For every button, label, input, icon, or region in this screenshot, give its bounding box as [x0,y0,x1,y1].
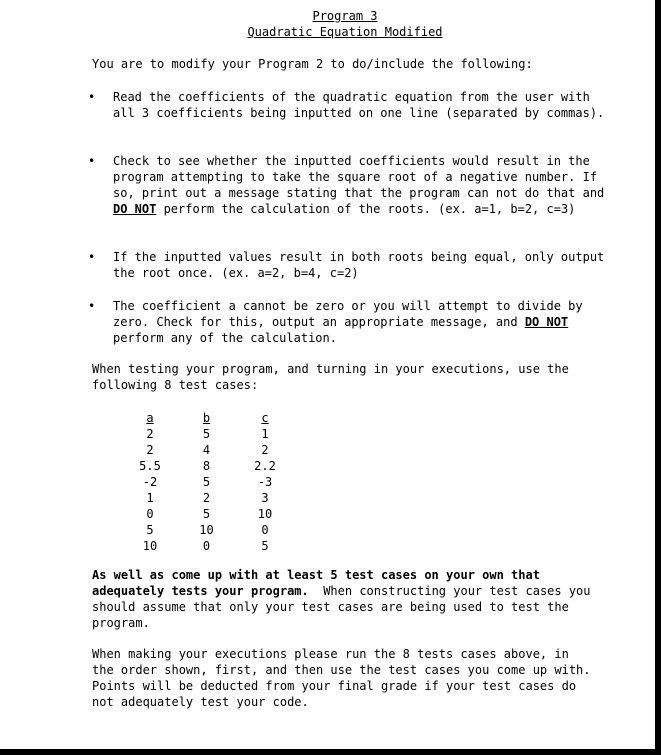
table-row [135,426,282,442]
do-not-emphasis: DO NOT [524,315,569,329]
table-row [135,474,282,490]
bullet-3-text: If the inputted values result in both roots being equal, only output the root once. (ex. a=2, b=4, c=2) [113,250,605,280]
final-paragraph: When making your executions please run the 8 tests cases above, in the order shown, first, and then use the test cases you come up with. Points will be deducted from your final grade if your test cases do not adequately test your code. [92,647,605,709]
table-row [135,490,282,506]
cell-b: 5 [202,427,211,441]
cell-b: 2 [202,491,211,505]
cell-b: 10 [199,523,214,537]
testing-intro: When testing your program, and turning in your executions, use the following 8 test cases: [92,362,577,392]
cell-c: 1 [261,427,269,441]
cell-a: -2 [142,475,158,489]
bullet-1-text: Read the coefficients of the quadratic equation from the user with all 3 coefficients being inputted on one line (separated by commas). [113,90,605,120]
cell-c: -3 [257,475,273,489]
cell-c: 5 [261,539,269,553]
cell-b: 5 [202,475,211,489]
table-row [135,506,282,522]
cell-a: 5.5 [139,459,161,473]
header-c: c [261,411,269,425]
intro-text: You are to modify your Program 2 to do/include the following: [92,57,533,71]
cell-a: 5 [146,523,154,537]
table-row [135,458,282,474]
cell-a: 10 [142,539,158,553]
cell-c: 2.2 [254,459,276,473]
document-title: Program 3 [312,9,378,23]
own-test-cases-paragraph [92,567,597,631]
own-test-cases-bold: As well as come up with at least 5 test cases on your own that adequately tests your program. [92,568,548,598]
bullet-2-text [113,153,605,217]
document-subtitle: Quadratic Equation Modified [247,25,443,39]
bullet-4-post: perform any of the calculation. [113,331,337,345]
cell-b: 4 [202,443,211,457]
cell-c: 3 [261,491,269,505]
cell-c: 10 [257,507,273,521]
table-row [135,538,282,554]
table-row [135,442,282,458]
bullet-dot: • [88,250,96,264]
bullet-dot: • [88,90,96,104]
test-cases-table [135,410,282,554]
cell-c: 2 [261,443,269,457]
table-row [135,522,282,538]
table-header-row [135,410,282,426]
bullet-2-pre: Check to see whether the inputted coefficients would result in the program attempting to take the square root of a negative number. If so, print out a message stating that the program can not do that and [113,154,605,200]
cell-c: 0 [261,523,269,537]
own-test-cases-rest: When constructing your test cases you should assume that only your test cases are being used to test the program. [92,584,598,630]
header-b: b [202,411,211,425]
bullet-4-text [113,298,605,346]
bullet-4-pre: The coefficient a cannot be zero or you will attempt to divide by zero. Check for this, output an appropriate message, and [113,299,583,329]
bullet-2-post: perform the calculation of the roots. (ex. a=1, b=2, c=3) [156,202,576,216]
cell-a: 1 [146,491,154,505]
cell-b: 8 [202,459,211,473]
cell-a: 2 [146,427,154,441]
header-a: a [146,411,154,425]
cell-b: 0 [202,539,211,553]
bullet-dot: • [88,154,96,168]
cell-a: 0 [146,507,154,521]
cell-a: 2 [146,443,154,457]
bullet-dot: • [88,299,96,313]
do-not-emphasis: DO NOT [113,202,157,216]
cell-b: 5 [202,507,211,521]
